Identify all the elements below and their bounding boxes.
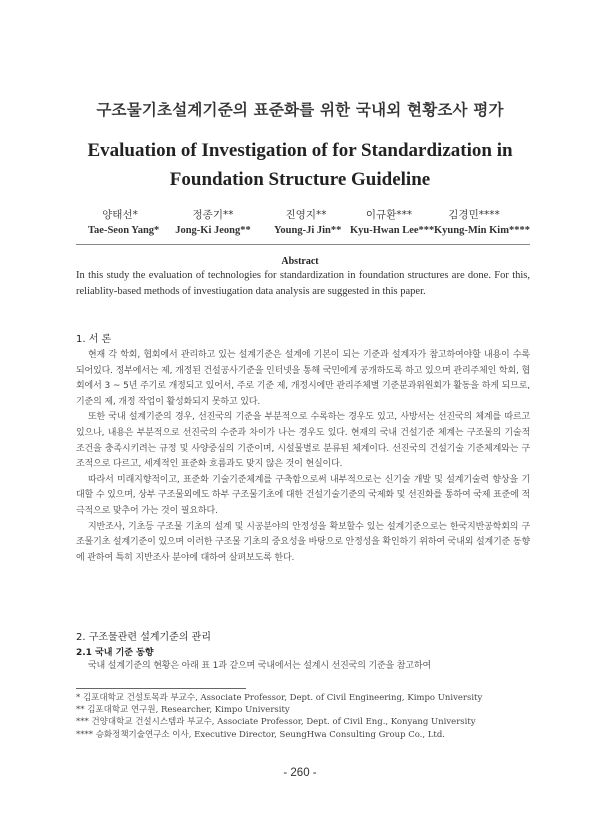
- paper-title-korean: 구조물기초설계기준의 표준화를 위한 국내외 현황조사 평가: [96, 101, 504, 119]
- author-1: [88, 207, 160, 236]
- paper-title-english-line-1: Evaluation of Investigation of for Standardization in: [87, 140, 513, 161]
- author-name-english: Tae-Seon Yang*: [88, 225, 160, 236]
- section-2-1-body: [76, 659, 530, 675]
- header-divider: [76, 244, 530, 245]
- author-3: [274, 207, 342, 236]
- author-4: [350, 207, 435, 236]
- author-name-korean: 이규환***: [365, 209, 413, 221]
- author-name-english: Young-Ji Jin**: [274, 225, 342, 236]
- section-2-heading: 2. 구조물관련 설계기준의 관리: [76, 632, 211, 643]
- paragraph: 국내 설계기준의 현황은 아래 표 1과 같으며 국내에서는 설계시 선진국의 기준을 참고하여: [88, 661, 431, 671]
- author-2: [172, 207, 254, 236]
- footnote-divider: [76, 688, 246, 689]
- paper-title-english-line-2: Foundation Structure Guideline: [169, 169, 431, 190]
- section-2-1-heading: 2.1 국내 기준 동향: [76, 648, 154, 658]
- author-name-english: Kyung-Min Kim****: [434, 225, 530, 236]
- paragraph: 현재 각 학회, 협회에서 관리하고 있는 설계기준은 설계에 기본이 되는 기준과 설계자가 참고하여야할 내용이 수록되어있다. 정부에서는 제, 개정된 건설공사기준을 인터넷을 통해 국민에게 공개하도록 하고 있으며 관리주체인 학회, 협회에서 3 ~ 5년 주기로 개정되고 있어서, 주로 기준 제, 개정시에만 관리주체별 기준분과위원회가 활동을 하게 되므로, 기준의 제, 개정 작업이 활성화되지 못하고 있다.: [76, 350, 530, 407]
- footnotes: [76, 692, 536, 741]
- footnote-1: * 김포대학교 건설토목과 부교수, Associate Professor, Dept. of Civil Engineering, Kimpo University: [76, 693, 483, 703]
- paper-title-english: [60, 136, 540, 194]
- author-name-korean: 김경민****: [448, 209, 500, 221]
- abstract-heading: Abstract: [281, 256, 319, 267]
- author-5: [434, 207, 530, 236]
- footnote-4: **** 승화정책기술연구소 이사, Executive Director, SeungHwa Consulting Group Co., Ltd.: [76, 729, 445, 740]
- paragraph: 따라서 미래지향적이고, 표준화 기술기준체계를 구축함으로써 내부적으로는 신기술 개발 및 설계기술력 향상을 기대할 수 있으며, 상부 구조물외에도 하부 구조물기초에 대한 건설기술기준의 국제화 및 선진화를 통하여 국제 표준에 적극적으로 맞추어 가는 것이 필요하다.: [76, 474, 530, 516]
- section-1-body: [76, 348, 530, 566]
- author-name-english: Jong-Ki Jeong**: [175, 225, 251, 236]
- author-name-korean: 양태선*: [102, 209, 138, 221]
- abstract-text: In this study the evaluation of technologies for standardization in foundation structures are done. For this, reliablity-based methods of investiugation data analysis are suggested in this paper.: [76, 270, 530, 297]
- section-1-heading: 1. 서 론: [76, 334, 112, 345]
- author-name-english: Kyu-Hwan Lee***: [350, 225, 435, 236]
- footnote-3: *** 건양대학교 건설시스템과 부교수, Associate Professor, Dept. of Civil Eng., Konyang University: [76, 717, 476, 728]
- paragraph: 지반조사, 기초등 구조물 기초의 설계 및 시공분야의 안정성을 확보할수 있는 설계기준으로는 한국지반공학회의 구조물기초 설계기준이 있으며 이러한 구조물 기초의 중요성을 바탕으로 안정성을 확인하기 위하여 국내외 설계기준 동향에 관하여 특히 지반조사 분야에 대하여 살펴보도록 한다.: [76, 521, 530, 563]
- paragraph: 또한 국내 설계기준의 경우, 선진국의 기준을 부분적으로 수록하는 경우도 있고, 사방서는 선진국의 체계를 따르고 있으나, 내용은 부분적으로 선진국의 수준과 차이가 나는 경우도 있다. 현재의 국내 건설기준 체계는 구조물의 기술적 조건을 충족시키려는 규정 및 사양중심의 기준이며, 시설물별로 분류된 체계이다. 선진국의 건설기술 기준체계와는 구조적으로 다르고, 세계적인 표준화 흐름과도 맞지 않은 것이 현실이다.: [76, 412, 530, 470]
- page-number: - 260 -: [283, 767, 317, 779]
- author-name-korean: 정종기**: [192, 209, 234, 221]
- author-name-korean: 진영지**: [285, 209, 327, 221]
- footnote-2: ** 김포대학교 연구원, Researcher, Kimpo University: [76, 705, 290, 716]
